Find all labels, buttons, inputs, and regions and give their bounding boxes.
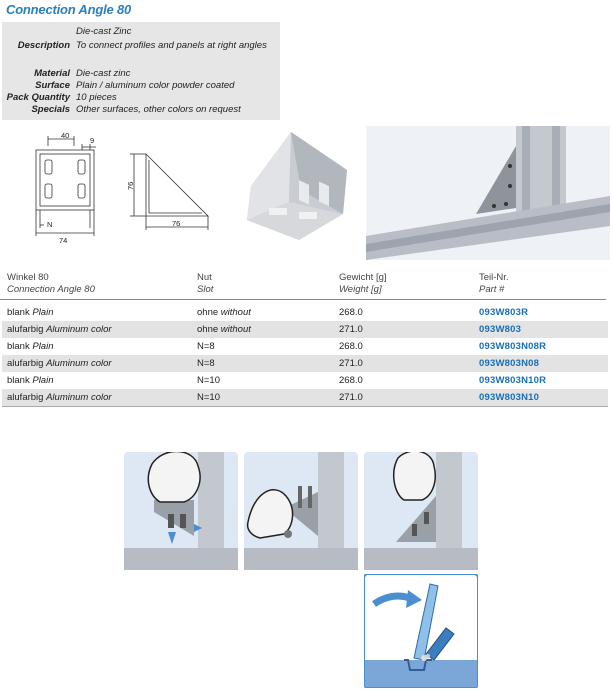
page-title: Connection Angle 80 [6, 2, 132, 17]
header-weight-en: Weight [g] [339, 284, 382, 295]
finish-cell: blank Plain [7, 307, 54, 318]
spec-box [2, 22, 280, 120]
spec-label: Specials [31, 104, 70, 115]
table-bottom-rule [2, 406, 608, 407]
weight-cell: 271.0 [339, 392, 363, 403]
finish-cell: alufarbig Aluminum color [7, 324, 112, 335]
dim-inner: 40 [61, 131, 70, 140]
dim-height: 76 [126, 181, 135, 190]
dim-n: N [47, 220, 53, 229]
table-row [2, 389, 608, 406]
dim-side: 9 [90, 136, 95, 145]
slot-cell: N=8 [197, 358, 215, 369]
part-number-link[interactable]: 093W803N08 [479, 358, 540, 369]
spec-value: Die-cast zinc [76, 68, 131, 79]
dim-depth: 76 [172, 219, 181, 228]
table-divider [0, 299, 606, 300]
table-row [2, 304, 608, 321]
spec-label: Pack Quantity [6, 92, 70, 103]
weight-cell: 268.0 [339, 307, 363, 318]
header-part-de: Teil-Nr. [479, 272, 509, 283]
weight-cell: 271.0 [339, 324, 363, 335]
slot-cell: ohne without [197, 324, 251, 335]
spec-label: Material [34, 68, 70, 79]
finish-cell: alufarbig Aluminum color [7, 392, 112, 403]
table-row [2, 355, 608, 372]
slot-cell: N=8 [197, 341, 215, 352]
spec-label: Surface [35, 80, 70, 91]
part-number-link[interactable]: 093W803N10 [479, 392, 540, 403]
header-weight-de: Gewicht [g] [339, 272, 387, 283]
assembly-step-1-image [124, 452, 238, 570]
spec-value: 10 pieces [76, 92, 117, 103]
part-number-link[interactable]: 093W803R [479, 307, 529, 318]
spec-value: To connect profiles and panels at right angles [76, 40, 267, 51]
side-view-drawing [124, 150, 220, 236]
part-number-link[interactable]: 093W803 [479, 324, 522, 335]
table-row [2, 372, 608, 389]
finish-cell: blank Plain [7, 341, 54, 352]
spec-value: Die-cast Zinc [76, 26, 132, 37]
header-name-en: Connection Angle 80 [7, 284, 95, 295]
slot-cell: ohne without [197, 307, 251, 318]
header-name-de: Winkel 80 [7, 272, 49, 283]
table-body [2, 304, 608, 406]
weight-cell: 268.0 [339, 341, 363, 352]
angle-3d-image [243, 128, 351, 244]
table-row [2, 321, 608, 338]
slot-cell: N=10 [197, 392, 220, 403]
weight-cell: 268.0 [339, 375, 363, 386]
assembly-step-3-image [364, 452, 478, 570]
spec-value: Plain / aluminum color powder coated [76, 80, 235, 91]
header-slot-de: Nut [197, 272, 212, 283]
table-header [2, 272, 608, 298]
spec-value: Other surfaces, other colors on request [76, 104, 241, 115]
part-number-link[interactable]: 093W803N08R [479, 341, 547, 352]
slot-cell: N=10 [197, 375, 220, 386]
part-number-link[interactable]: 093W803N10R [479, 375, 547, 386]
weight-cell: 271.0 [339, 358, 363, 369]
assembly-detail-image [364, 574, 478, 688]
spec-label: Description [17, 40, 70, 51]
finish-cell: alufarbig Aluminum color [7, 358, 112, 369]
installed-angle-image [366, 126, 610, 260]
assembly-step-2-image [244, 452, 358, 570]
table-row [2, 338, 608, 355]
product-table [2, 272, 608, 298]
header-part-en: Part # [479, 284, 505, 295]
dim-width: 74 [59, 236, 68, 245]
front-view-drawing [26, 130, 106, 246]
finish-cell: blank Plain [7, 375, 54, 386]
header-slot-en: Slot [197, 284, 214, 295]
